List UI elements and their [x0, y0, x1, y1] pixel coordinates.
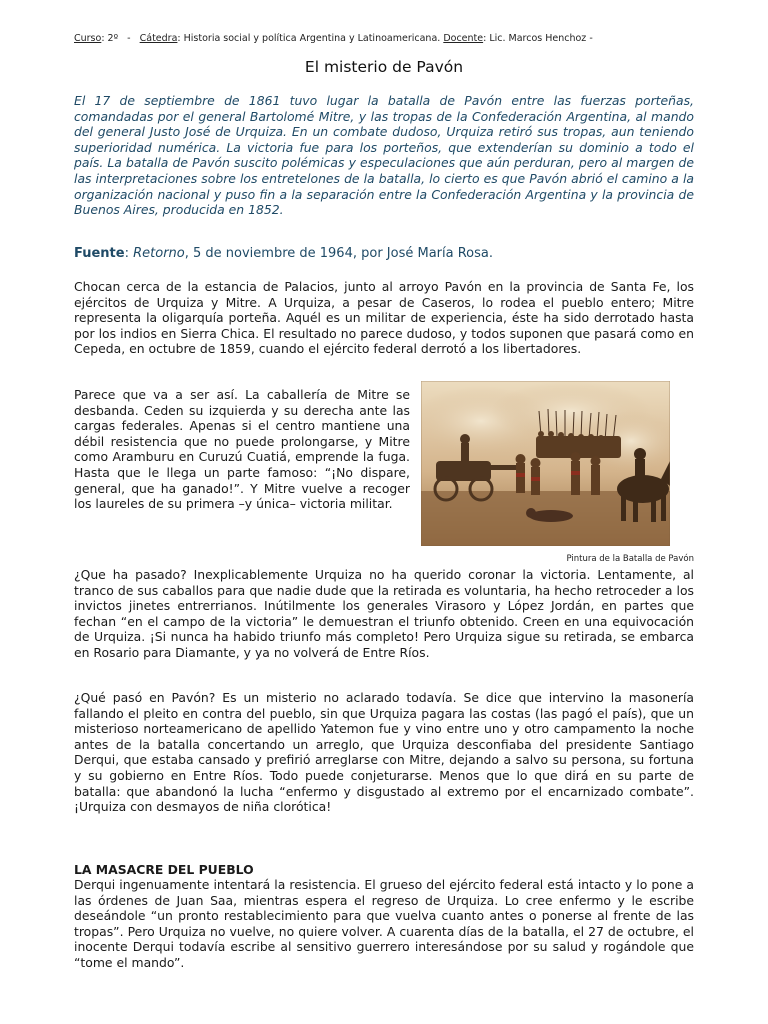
figure-caption: Pintura de la Batalla de Pavón	[566, 554, 694, 564]
source-label: Fuente	[74, 246, 125, 261]
body-paragraph-3: ¿Que ha pasado? Inexplicablemente Urquiza no ha querido coronar la victoria. Lentamente, al tranco de sus caballos para que nadie dude que la retirada es voluntaria, ha hecho retroceder a los invictos jinetes entrerrianos. Inútilmente los generales Virasoro y López Jordán, en partes que fechan “en el campo de la victoria” le demuestran el triunfo obtenido. Creen en una equivocación de Urquiza. ¡Si nunca ha habido triunfo más completo! Pero Urquiza sigue su retirada, se embarca en Rosario para Diamante, y ya no volverá de Entre Ríos.	[74, 567, 694, 660]
docente-label: Docente	[443, 33, 484, 44]
battle-painting-image	[421, 381, 670, 546]
course-header	[74, 33, 694, 45]
catedra-value: : Historia social y política Argentina y Latinoamericana.	[177, 33, 444, 44]
source-detail: , 5 de noviembre de 1964, por José María Rosa.	[184, 246, 494, 261]
section-title: LA MASACRE DEL PUEBLO	[74, 862, 254, 877]
source-work: Retorno	[133, 246, 185, 261]
catedra-label: Cátedra	[139, 33, 178, 44]
curso-label: Curso	[74, 33, 102, 44]
battle-painting	[421, 381, 670, 546]
curso-value: : 2º -	[101, 33, 140, 44]
docente-value: : Lic. Marcos Henchoz -	[483, 33, 593, 44]
body-paragraph-4: ¿Qué pasó en Pavón? Es un misterio no aclarado todavía. Se dice que intervino la masonería fallando el pleito en contra del pueblo, sin que Urquiza pagara las costas (las pagó el país), que un misterioso norteamericano de apellido Yatemon fue y vino entre uno y otro campamento la noche antes de la batalla concertando un arreglo, que Urquiza desconfiaba del presidente Santiago Derqui, que estaba cansado y prefirió arreglarse con Mitre, dejando a salvo su persona, su fortuna y su gobierno en Entre Ríos. Todo puede conjeturarse. Menos que lo que dirá en su parte de batalla: que abandonó la lucha “enfermo y disgustado al extremo por el encarnizado combate”. ¡Urquiza con desmayos de niña clorótica!	[74, 690, 694, 815]
intro-paragraph: El 17 de septiembre de 1861 tuvo lugar la batalla de Pavón entre las fuerzas porteñas, comandadas por el general Bartolomé Mitre, y las tropas de la Confederación Argentina, al mando del general Justo José de Urquiza. En un combate dudoso, Urquiza retiró sus tropas, aun teniendo superioridad numérica. La victoria fue para los porteños, que extenderían su dominio a todo el país. La batalla de Pavón suscito polémicas y especulaciones que aún perduran, pero al margen de las interpretaciones sobre los entretelones de la batalla, lo cierto es que Pavón abrió el camino a la organización nacional y puso fin a la separación entre la Confederación Argentina y la provincia de Buenos Aires, producida en 1852.	[74, 93, 694, 218]
source-line	[74, 246, 694, 262]
source-colon: :	[124, 246, 134, 261]
body-paragraph-1: Chocan cerca de la estancia de Palacios, junto al arroyo Pavón en la provincia de Santa Fe, los ejércitos de Urquiza y Mitre. A Urquiza, a pesar de Caseros, lo rodea el pueblo entero; Mitre representa la oligarquía porteña. Aquél es un militar de experiencia, éste ha sido derrotado hasta por los indios en Sierra Chica. El resultado no parece dudoso, y todos suponen que pasará como en Cepeda, en octubre de 1859, cuando el ejército federal derrotó a los libertadores.	[74, 279, 694, 357]
body-paragraph-5: Derqui ingenuamente intentará la resistencia. El grueso del ejército federal está intacto y lo pone a las órdenes de Juan Saa, mientras espera el regreso de Urquiza. Lo cree enfermo y le escribe deseándole “un pronto restablecimiento para que vuelva cuanto antes o ponerse al frente de las tropas”. Pero Urquiza no vuelve, no quiere volver. A cuarenta días de la batalla, el 27 de octubre, el inocente Derqui todavía escribe al sensitivo guerrero interesándose por su salud y rogándole que “tome el mando”.	[74, 877, 694, 970]
page-title: El misterio de Pavón	[304, 58, 464, 76]
body-paragraph-2: Parece que va a ser así. La caballería de Mitre se desbanda. Ceden su izquierda y su derecha ante las cargas federales. Apenas si el centro mantiene una débil resistencia que no puede prolongarse, y Mitre como Aramburu en Curuzú Cuatiá, emprende la fuga. Hasta que le llega un parte famoso: “¡No dispare, general, que ha ganado!”. Y Mitre vuelve a recoger los laureles de su primera –y única– victoria militar.	[74, 387, 410, 512]
